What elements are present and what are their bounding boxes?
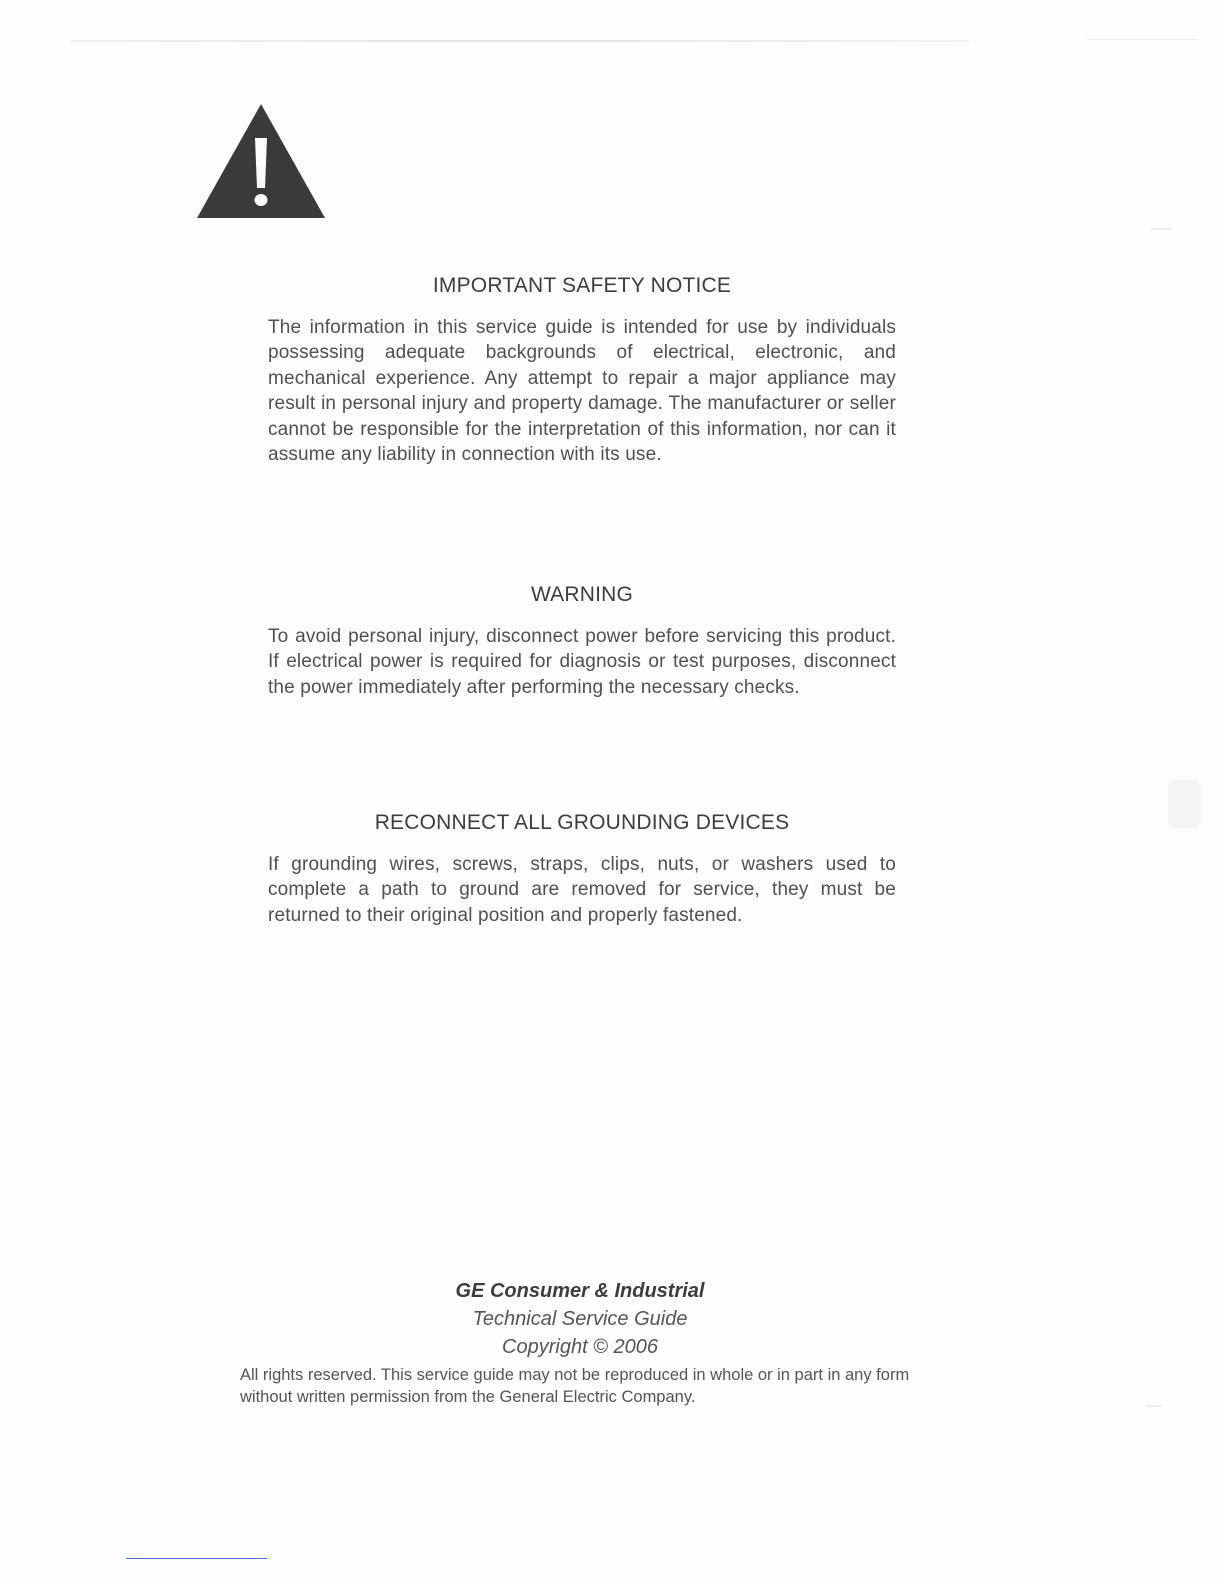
safety-notice-section	[268, 274, 896, 467]
footer-company: GE Consumer & Industrial	[455, 1280, 705, 1302]
footer-rights: All rights reserved. This service guide may not be reproduced in whole or in part in any form without written permission from the General Electric Company.	[240, 1366, 910, 1406]
footer-guide: Technical Service Guide	[472, 1308, 688, 1330]
grounding-body: If grounding wires, screws, straps, clips, nuts, or washers used to complete a path to ground are removed for service, they must be returned to their original position and properly fastened.	[268, 854, 896, 926]
scan-line-top-right	[1085, 39, 1197, 40]
edge-mark	[1150, 228, 1172, 230]
footer	[240, 1277, 920, 1408]
grounding-section	[268, 811, 896, 928]
warning-title: WARNING	[530, 583, 634, 606]
bottom-link-line	[126, 1558, 267, 1559]
scan-line-top	[70, 40, 970, 42]
warning-body: To avoid personal injury, disconnect power before servicing this product. If electrical power is required for diagnosis or test purposes, disconnect the power immediately after performing the necessary checks.	[268, 626, 896, 698]
safety-notice-body: The information in this service guide is intended for use by individuals possessing adequate backgrounds of electrical, electronic, and mechanical experience. Any attempt to repair a major appliance may result in personal injury and property damage. The manufacturer or seller cannot be responsible for the interpretation of this information, nor can it assume any liability in connection with its use.	[268, 317, 896, 466]
safety-notice-title: IMPORTANT SAFETY NOTICE	[432, 274, 732, 297]
warning-triangle-icon	[195, 102, 327, 220]
grounding-title: RECONNECT ALL GROUNDING DEVICES	[374, 811, 790, 834]
edge-mark	[1168, 780, 1202, 828]
warning-section	[268, 583, 896, 700]
footer-copyright: Copyright © 2006	[502, 1336, 658, 1358]
edge-mark	[1146, 1405, 1162, 1407]
